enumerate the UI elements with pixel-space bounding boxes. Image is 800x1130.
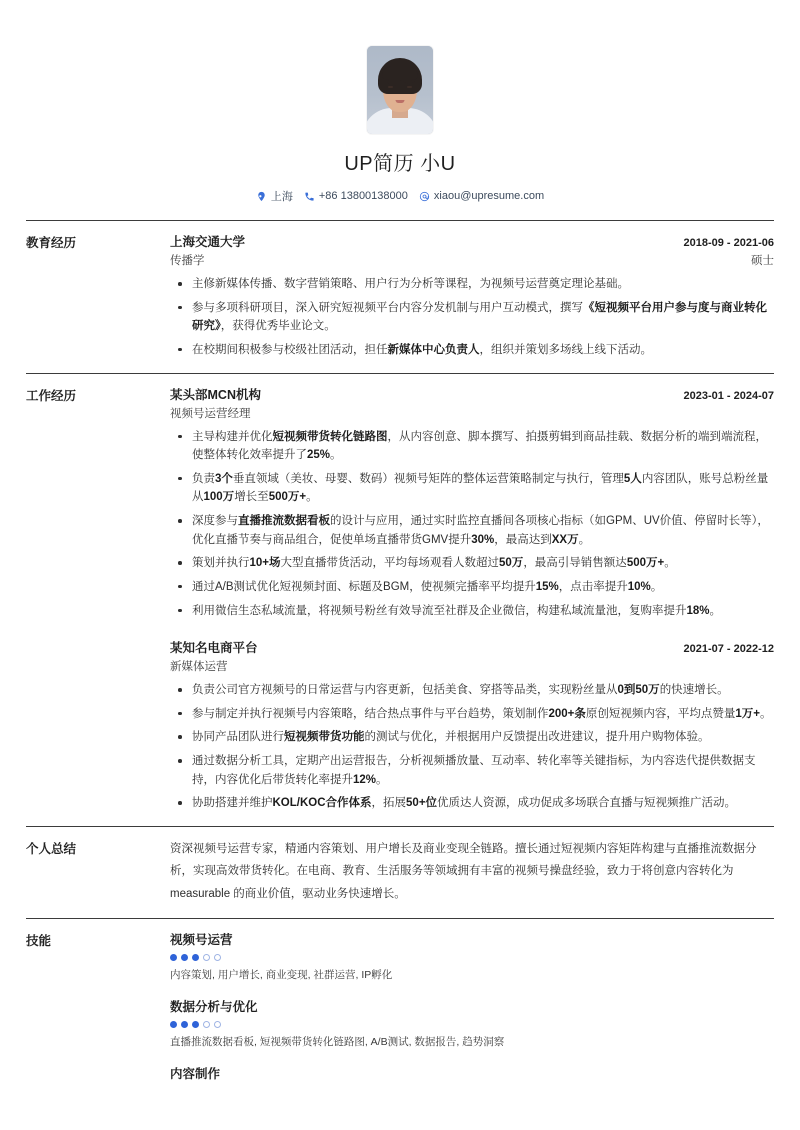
skill-name: 数据分析与优化 [170, 999, 258, 1014]
bullet-item: 策划并执行10+场大型直播带货活动，平均每场观看人数超过50万，最高引导销售额达500万+。 [170, 554, 774, 573]
entry-dates: 2018-09 - 2021-06 [683, 237, 774, 249]
contact-email [416, 190, 547, 202]
avatar-fringe [382, 66, 418, 80]
contact-list [26, 188, 774, 204]
rating-dot-filled [170, 954, 177, 961]
section-label-experience: 工作经历 [26, 388, 77, 403]
degree-label: 硕士 [751, 255, 774, 267]
skill-level-rating [170, 1021, 774, 1028]
skill-keywords: 直播推流数据看板, 短视频带货转化链路图, A/B测试, 数据报告, 趋势洞察 [170, 1035, 505, 1048]
major-name: 传播学 [170, 255, 205, 267]
bullet-item: 负责3个垂直领域（美妆、母婴、数码）视频号矩阵的整体运营策略制定与执行，管理5人内容团队，账号总粉丝量从100万增长至500万+。 [170, 470, 774, 507]
rating-dot-filled [192, 954, 199, 961]
bullet-item: 主修新媒体传播、数字营销策略、用户行为分析等课程，为视频号运营奠定理论基础。 [170, 275, 774, 294]
organization-name: 上海交通大学 [170, 235, 246, 249]
contact-phone-text: +86 13800138000 [318, 190, 408, 202]
rating-dot-empty [214, 1021, 221, 1028]
section-body-experience [170, 385, 774, 813]
rating-dot-filled [192, 1021, 199, 1028]
bullet-item: 参与多项科研项目，深入研究短视频平台内容分发机制与用户互动模式，撰写《短视频平台用户参与度与商业转化研究》，获得优秀毕业论文。 [170, 299, 774, 336]
bullet-item: 在校期间积极参与校级社团活动，担任新媒体中心负责人，组织并策划多场线上线下活动。 [170, 341, 774, 360]
entry-dates: 2021-07 - 2022-12 [683, 643, 774, 656]
experience-bullet-list [170, 428, 774, 621]
rating-dot-filled [170, 1021, 177, 1028]
at-email-icon [419, 191, 430, 202]
organization-name: 某头部MCN机构 [170, 387, 261, 402]
job-title: 新媒体运营 [170, 661, 228, 674]
skill-level-rating [170, 954, 774, 961]
page-title: UP简历 小U [344, 153, 456, 175]
section-body-summary [170, 838, 774, 905]
skill-keywords: 内容策划, 用户增长, 商业变现, 社群运营, IP孵化 [170, 969, 393, 982]
entry-subheader-row [170, 405, 774, 421]
entry-subheader-row [170, 252, 774, 268]
bullet-item: 通过数据分析工具，定期产出运营报告，分析视频播放量、互动率、转化率等关键指标，为内容迭代提供数据支持，内容优化后带货转化率提升12%。 [170, 752, 774, 789]
rating-dot-empty [203, 1021, 210, 1028]
avatar [367, 46, 433, 134]
rating-dot-filled [181, 1021, 188, 1028]
bullet-item: 负责公司官方视频号的日常运营与内容更新，包括美食、穿搭等品类，实现粉丝量从0到50万的快速增长。 [170, 681, 774, 700]
entry-header-row [170, 232, 774, 250]
avatar-eye-left [388, 86, 393, 88]
section-label-skills: 技能 [26, 934, 52, 949]
experience-entry [170, 638, 774, 813]
experience-entry [170, 385, 774, 621]
bullet-item: 协助搭建并维护KOL/KOC合作体系，拓展50+位优质达人资源，成功促成多场联合直播与短视频推广活动。 [170, 794, 774, 813]
bullet-item: 主导构建并优化短视频带货转化链路图，从内容创意、脚本撰写、拍摄剪辑到商品挂载、数据分析的端到端流程，使整体转化效率提升了25%。 [170, 428, 774, 465]
bullet-item: 深度参与直播推流数据看板的设计与应用，通过实时监控直播间各项核心指标（如GPM、UV价值、停留时长等），优化直播节奏与商品组合，促使单场直播带货GMV提升30%，最高达到XX万。 [170, 512, 774, 549]
skill-name: 视频号运营 [170, 933, 233, 948]
education-entry [170, 232, 774, 360]
skill-name: 内容制作 [170, 1066, 221, 1081]
avatar-eye-right [407, 86, 412, 88]
entry-dates: 2023-01 - 2024-07 [683, 389, 774, 402]
bullet-item: 通过A/B测试优化短视频封面、标题及BGM，使视频完播率平均提升15%，点击率提升10%。 [170, 578, 774, 597]
section-body-skills [170, 930, 774, 1082]
section-skills [26, 918, 774, 1095]
rating-dot-filled [181, 954, 188, 961]
phone-icon [304, 191, 315, 202]
bullet-item: 协同产品团队进行短视频带货功能的测试与优化，并根据用户反馈提出改进建议，提升用户购物体验。 [170, 728, 774, 747]
skill-group [170, 930, 774, 984]
bullet-item: 利用微信生态私域流量，将视频号粉丝有效导流至社群及企业微信，构建私域流量池，复购率提升18%。 [170, 602, 774, 621]
rating-dot-empty [203, 954, 210, 961]
job-title: 视频号运营经理 [170, 407, 251, 420]
summary-text: 资深视频号运营专家，精通内容策划、用户增长及商业变现全链路。擅长通过短视频内容矩阵构建与直播推流数据分析，实现高效带货转化。在电商、教育、生活服务等领域拥有丰富的视频号操盘经验，致力于将创意内容转化为 measurable 的商业价值，驱动业务快速增长。 [170, 842, 757, 900]
contact-phone [301, 190, 411, 202]
entry-header-row [170, 385, 774, 403]
contact-location-text: 上海 [270, 191, 293, 203]
section-label-summary: 个人总结 [26, 841, 77, 856]
section-experience [26, 373, 774, 826]
organization-name: 某知名电商平台 [170, 641, 258, 656]
skill-group [170, 1064, 774, 1082]
resume-header [26, 0, 774, 204]
experience-bullet-list [170, 681, 774, 813]
rating-dot-empty [214, 954, 221, 961]
bullet-item: 参与制定并执行视频号内容策略，结合热点事件与平台趋势，策划制作200+条原创短视频内容，平均点赞量1万+。 [170, 705, 774, 724]
skill-group [170, 997, 774, 1051]
entry-header-row [170, 638, 774, 656]
section-education [26, 220, 774, 373]
section-label-education: 教育经历 [26, 236, 77, 250]
education-bullet-list [170, 275, 774, 360]
section-body-education [170, 232, 774, 360]
contact-location [253, 188, 296, 204]
location-pin-icon [256, 191, 267, 202]
section-summary [26, 826, 774, 918]
contact-email-text: xiaou@upresume.com [433, 190, 545, 202]
entry-subheader-row [170, 658, 774, 674]
